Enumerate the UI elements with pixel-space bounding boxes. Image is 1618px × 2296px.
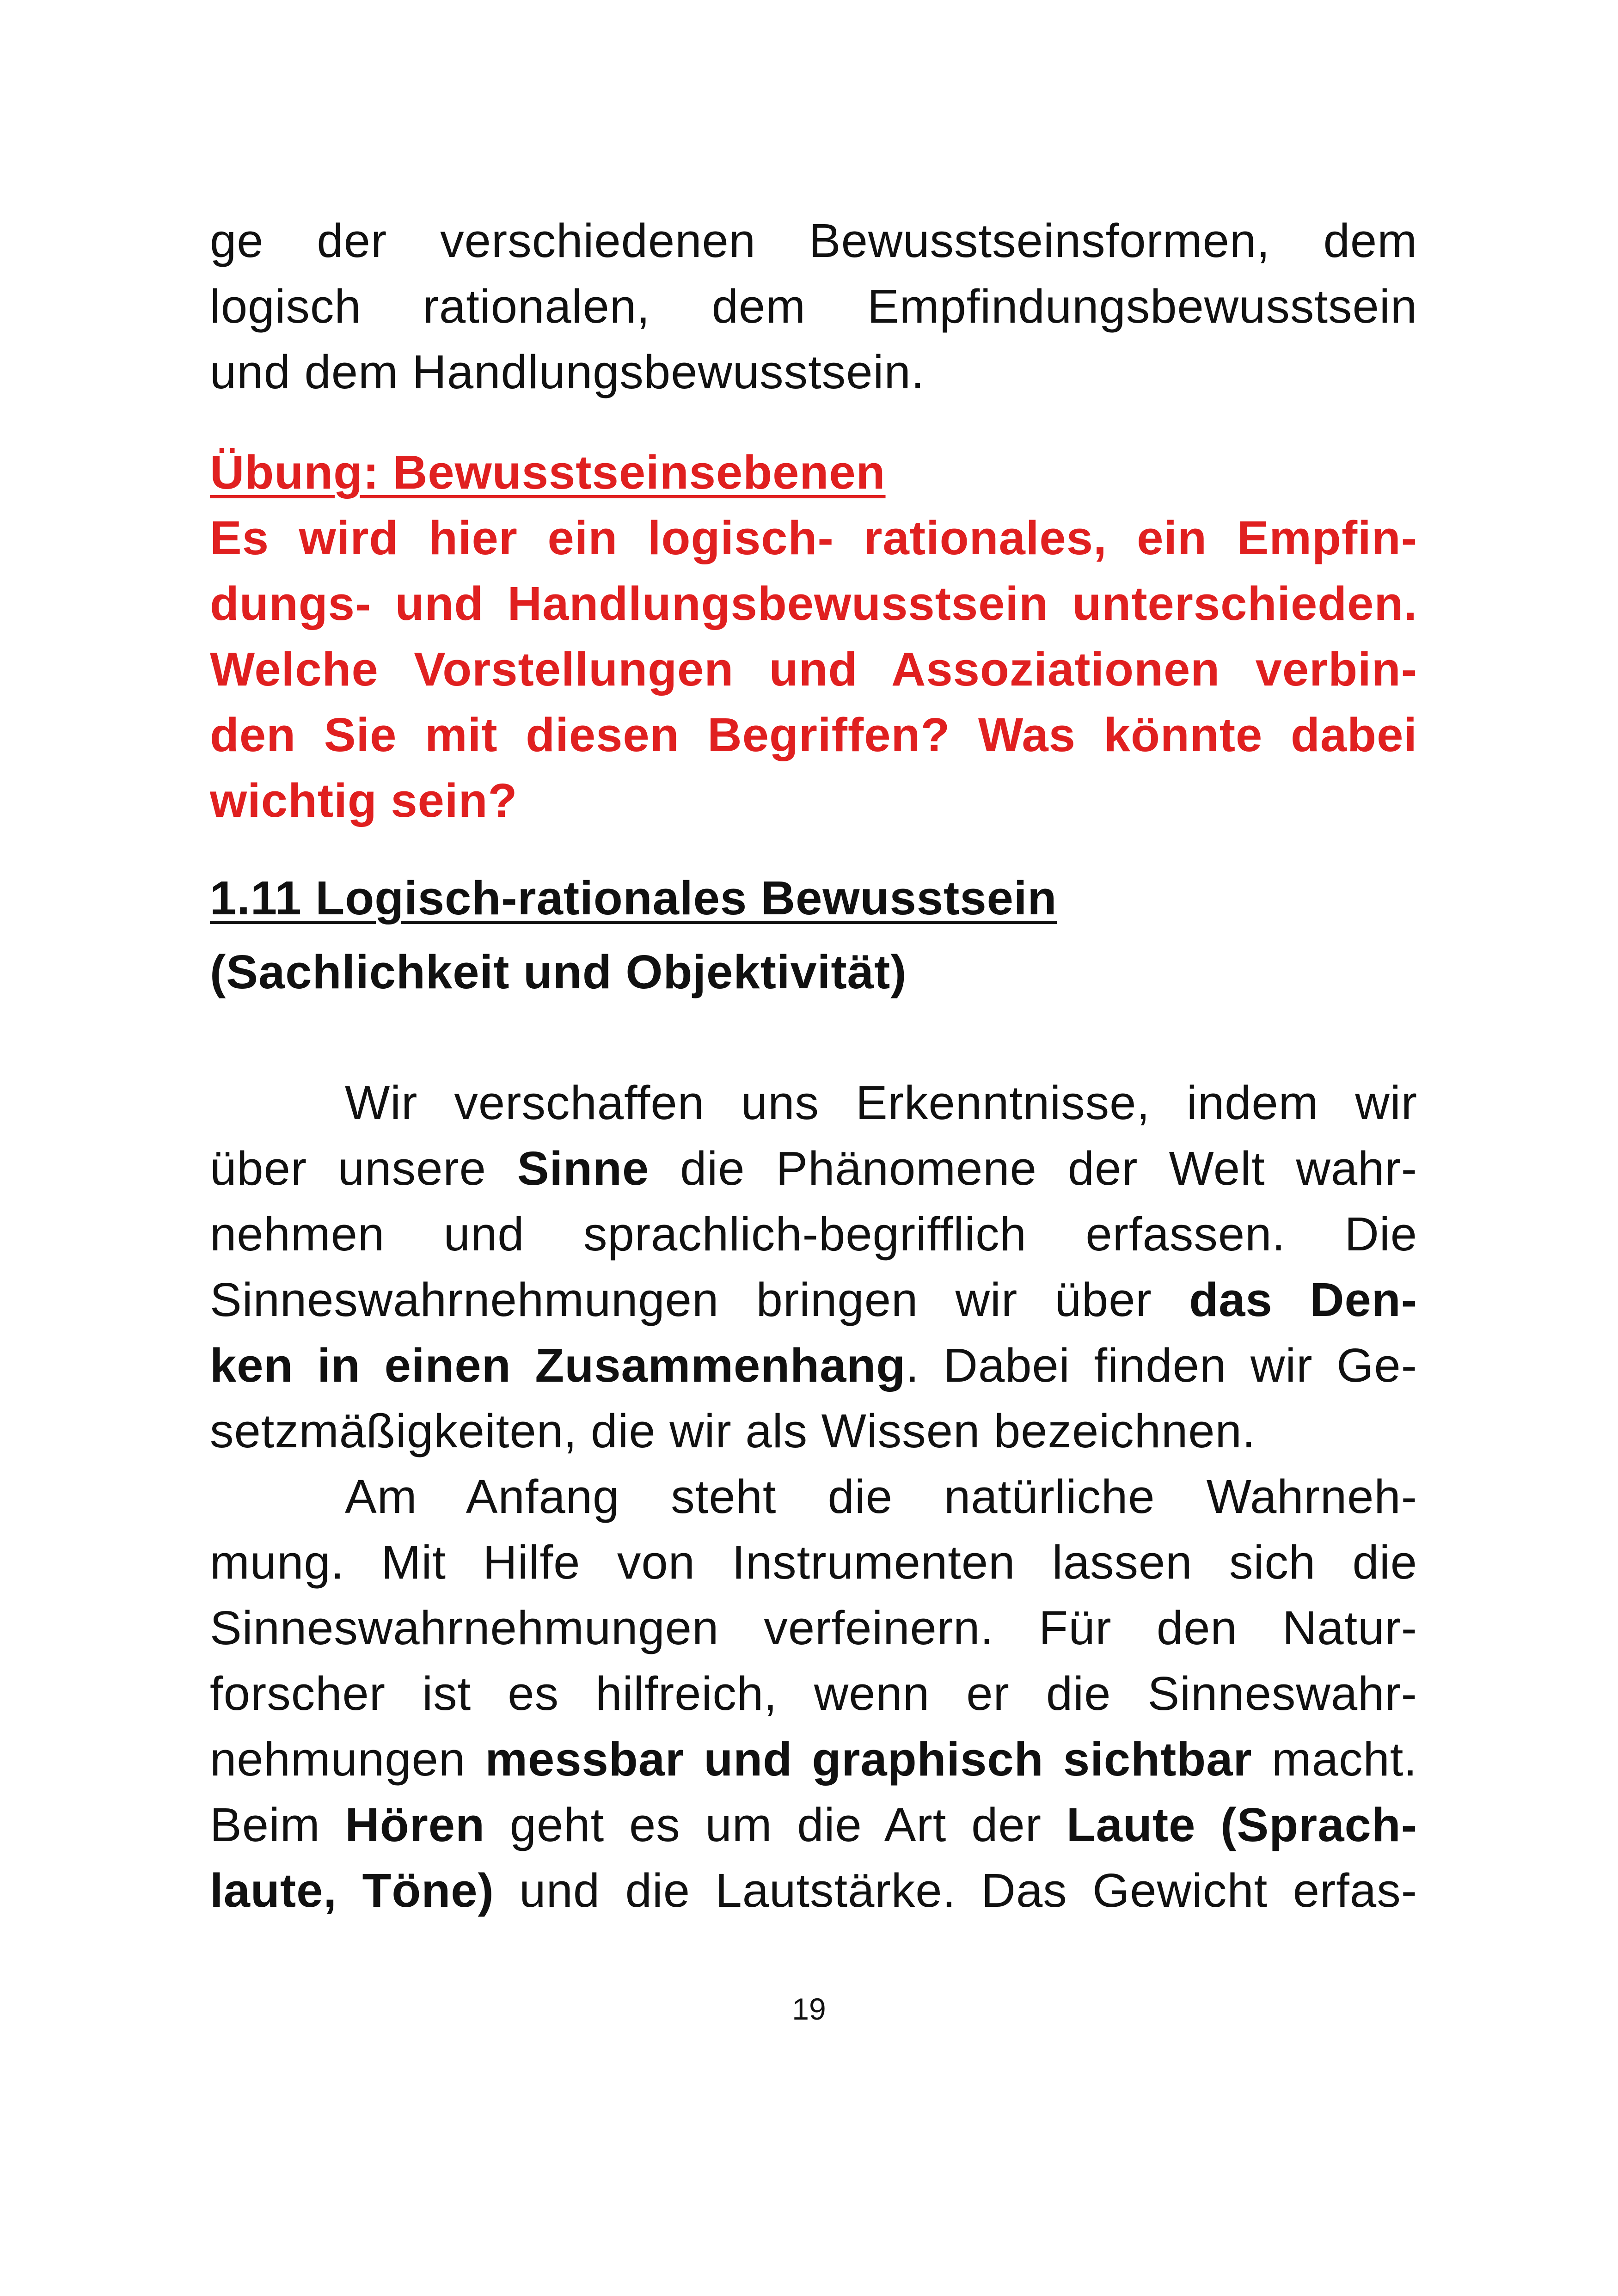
text-line: und dem Handlungsbewusstsein. — [210, 345, 925, 398]
exercise-text-line: Welche Vorstellungen und Assoziationen verbin- — [210, 643, 1417, 696]
bold-term: Sinne — [517, 1142, 650, 1195]
section-subtitle: (Sachlichkeit und Objektivität) — [210, 945, 907, 998]
text-line: Beim Hören geht es um die Art der Laute (Sprach- — [210, 1798, 1417, 1851]
bold-term: Laute (Sprach- — [1066, 1798, 1417, 1851]
section-heading — [210, 861, 1417, 1009]
page-body — [210, 208, 1417, 1923]
bold-term: Hören — [345, 1798, 485, 1851]
exercise-text-line: den Sie mit diesen Begriffen? Was könnte dabei — [210, 708, 1417, 761]
text-line: forscher ist es hilfreich, wenn er die Sinneswahr- — [210, 1667, 1417, 1720]
exercise-block — [210, 440, 1417, 833]
text-line: ken in einen Zusammenhang. Dabei finden wir Ge- — [210, 1339, 1417, 1392]
text-line: Wir verschaffen uns Erkenntnisse, indem wir — [345, 1076, 1417, 1129]
text-line: nehmungen messbar und graphisch sichtbar macht. — [210, 1733, 1417, 1786]
text-line: ge der verschiedenen Bewusstseinsformen, dem — [210, 214, 1417, 267]
text-line: mung. Mit Hilfe von Instrumenten lassen sich die — [210, 1536, 1417, 1589]
text-line: setzmäßigkeiten, die wir als Wissen bezeichnen. — [210, 1404, 1256, 1457]
body-paragraph-1 — [210, 1070, 1417, 1464]
bold-term: das Den- — [1189, 1273, 1417, 1326]
exercise-text-line: Es wird hier ein logisch- rationales, ein Empfin- — [210, 511, 1417, 564]
exercise-title: Übung: Bewusstseinsebenen — [210, 446, 886, 499]
text-line: logisch rationalen, dem Empfindungsbewusstsein — [210, 280, 1417, 333]
bold-term: laute, Töne) — [210, 1864, 494, 1917]
bold-term: messbar und graphisch sichtbar — [485, 1733, 1252, 1786]
section-title: 1.11 Logisch-rationales Bewusstsein — [210, 871, 1057, 925]
bold-term: ken in einen Zusammenhang — [210, 1339, 906, 1392]
text-line: nehmen und sprachlich-begrifflich erfassen. Die — [210, 1207, 1417, 1261]
text-line: Am Anfang steht die natürliche Wahrneh- — [345, 1470, 1417, 1523]
page-number: 19 — [792, 1992, 826, 2026]
text-line: Sinneswahrnehmungen verfeinern. Für den Natur- — [210, 1601, 1417, 1654]
exercise-text-line: wichtig sein? — [210, 774, 518, 827]
body-paragraph-2 — [210, 1464, 1417, 1923]
intro-paragraph — [210, 208, 1417, 405]
text-line: Sinneswahrnehmungen bringen wir über das Den- — [210, 1273, 1417, 1326]
exercise-text-line: dungs- und Handlungsbewusstsein unterschieden. — [210, 577, 1417, 630]
text-line: über unsere Sinne die Phänomene der Welt wahr- — [210, 1142, 1417, 1195]
text-line: laute, Töne) und die Lautstärke. Das Gewicht erfas- — [210, 1864, 1417, 1917]
